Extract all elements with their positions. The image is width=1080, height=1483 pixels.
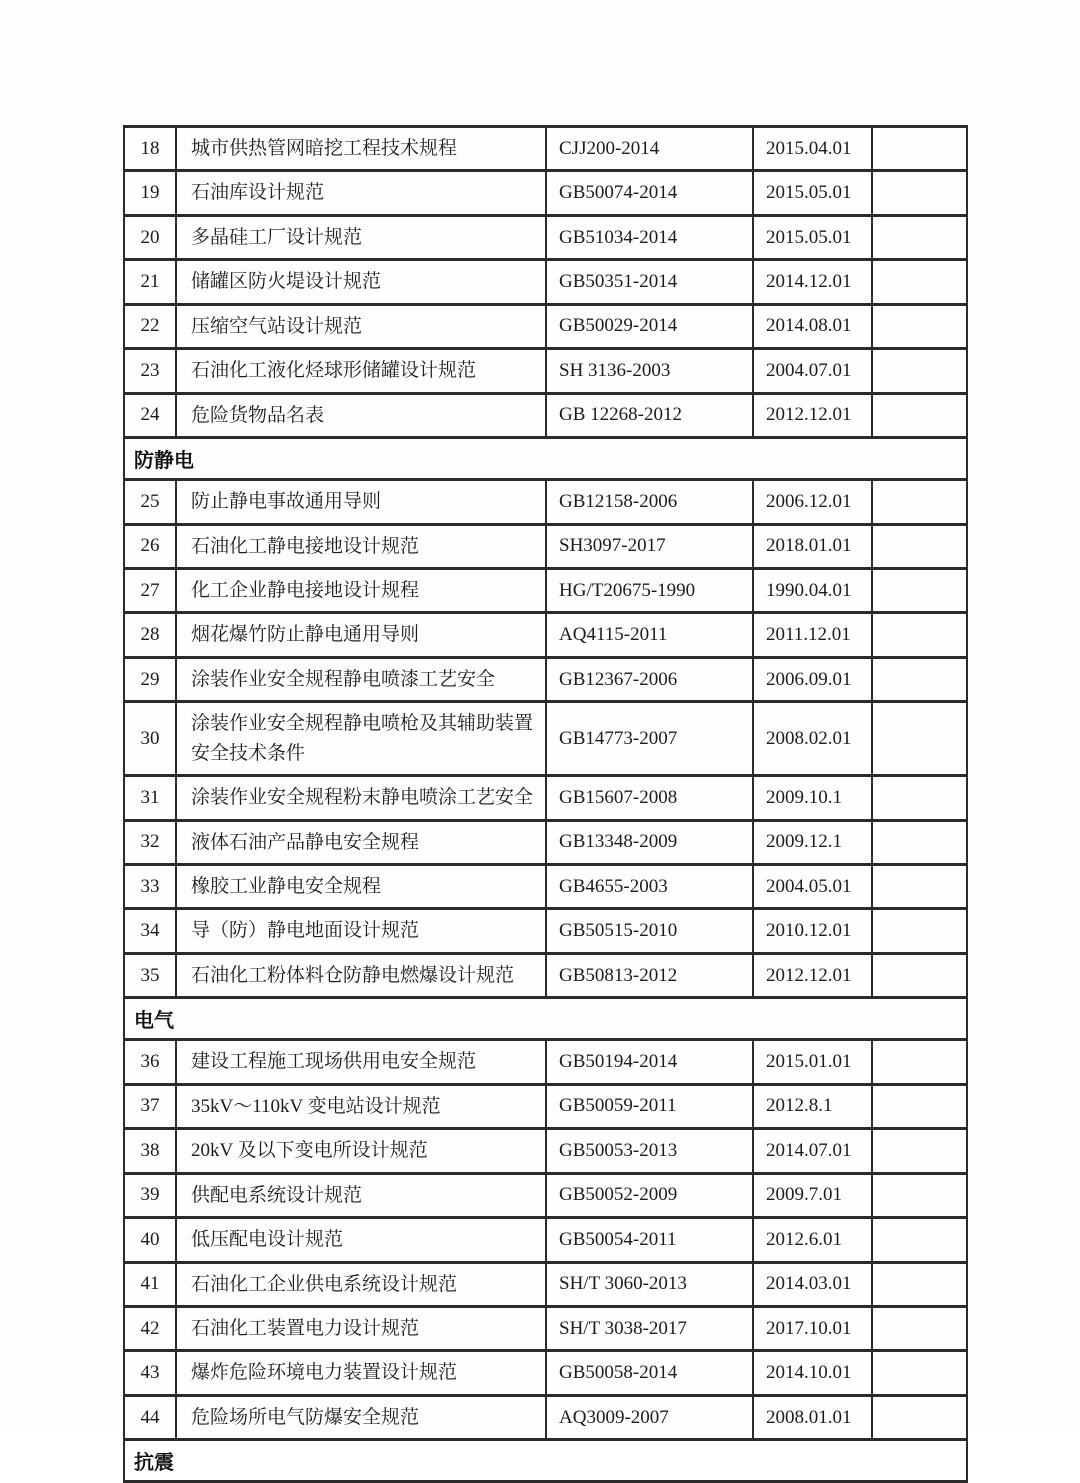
standard-name: 石油库设计规范: [176, 171, 546, 215]
effective-date: 2012.12.01: [753, 953, 872, 997]
notes-cell: [872, 1084, 967, 1128]
standard-code: AQ3009-2007: [546, 1395, 753, 1439]
effective-date: 2015.05.01: [753, 171, 872, 215]
effective-date: 2009.7.01: [753, 1173, 872, 1217]
standard-name: 建设工程施工现场供用电安全规范: [176, 1040, 546, 1084]
standard-code: GB15607-2008: [546, 776, 753, 820]
notes-cell: [872, 657, 967, 701]
row-number: 23: [124, 349, 176, 393]
notes-cell: [872, 215, 967, 259]
row-number: 36: [124, 1040, 176, 1084]
standard-code: GB50515-2010: [546, 909, 753, 953]
effective-date: 2014.12.01: [753, 260, 872, 304]
standard-code: GB12367-2006: [546, 657, 753, 701]
standard-name: 石油化工装置电力设计规范: [176, 1306, 546, 1350]
row-number: 24: [124, 393, 176, 437]
table-row: [124, 393, 967, 437]
table-row: [124, 865, 967, 909]
standard-code: GB14773-2007: [546, 702, 753, 776]
section-header-label: 电气: [124, 998, 967, 1040]
notes-cell: [872, 909, 967, 953]
effective-date: 2012.6.01: [753, 1218, 872, 1262]
table-row: [124, 127, 967, 171]
row-number: 35: [124, 953, 176, 997]
effective-date: 2017.10.01: [753, 1306, 872, 1350]
notes-cell: [872, 1040, 967, 1084]
row-number: 41: [124, 1262, 176, 1306]
standard-name: 压缩空气站设计规范: [176, 304, 546, 348]
row-number: 34: [124, 909, 176, 953]
standard-code: GB50052-2009: [546, 1173, 753, 1217]
notes-cell: [872, 1395, 967, 1439]
table-row: [124, 953, 967, 997]
effective-date: 2010.12.01: [753, 909, 872, 953]
standard-name: 爆炸危险环境电力装置设计规范: [176, 1351, 546, 1395]
standard-name: 防止静电事故通用导则: [176, 480, 546, 524]
row-number: 44: [124, 1395, 176, 1439]
section-header-label: 防静电: [124, 438, 967, 480]
standard-code: SH/T 3060-2013: [546, 1262, 753, 1306]
effective-date: 1990.04.01: [753, 568, 872, 612]
notes-cell: [872, 1129, 967, 1173]
table-row: [124, 215, 967, 259]
table-row: [124, 1173, 967, 1217]
notes-cell: [872, 304, 967, 348]
standard-name: 供配电系统设计规范: [176, 1173, 546, 1217]
effective-date: 2006.12.01: [753, 480, 872, 524]
table-row: [124, 480, 967, 524]
effective-date: 2018.01.01: [753, 524, 872, 568]
standard-name: 多晶硅工厂设计规范: [176, 215, 546, 259]
notes-cell: [872, 865, 967, 909]
standard-code: SH/T 3038-2017: [546, 1306, 753, 1350]
standard-name: 城市供热管网暗挖工程技术规程: [176, 127, 546, 171]
table-row: [124, 1040, 967, 1084]
notes-cell: [872, 776, 967, 820]
standard-name: 石油化工粉体料仓防静电燃爆设计规范: [176, 953, 546, 997]
effective-date: 2012.12.01: [753, 393, 872, 437]
row-number: 29: [124, 657, 176, 701]
standard-code: GB13348-2009: [546, 820, 753, 864]
effective-date: 2004.05.01: [753, 865, 872, 909]
section-header-row: [124, 438, 967, 480]
notes-cell: [872, 480, 967, 524]
notes-cell: [872, 613, 967, 657]
notes-cell: [872, 524, 967, 568]
notes-cell: [872, 702, 967, 776]
row-number: 37: [124, 1084, 176, 1128]
standard-code: SH3097-2017: [546, 524, 753, 568]
table-row: [124, 349, 967, 393]
standard-code: GB50029-2014: [546, 304, 753, 348]
table-body: [124, 127, 967, 1482]
standard-code: GB50059-2011: [546, 1084, 753, 1128]
standard-name: 低压配电设计规范: [176, 1218, 546, 1262]
standard-code: GB4655-2003: [546, 865, 753, 909]
table-row: [124, 568, 967, 612]
standard-code: GB50351-2014: [546, 260, 753, 304]
notes-cell: [872, 171, 967, 215]
table-row: [124, 1218, 967, 1262]
effective-date: 2008.01.01: [753, 1395, 872, 1439]
row-number: 43: [124, 1351, 176, 1395]
table-row: [124, 260, 967, 304]
row-number: 18: [124, 127, 176, 171]
table-row: [124, 1084, 967, 1128]
effective-date: 2014.03.01: [753, 1262, 872, 1306]
standard-code: GB50058-2014: [546, 1351, 753, 1395]
effective-date: 2011.12.01: [753, 613, 872, 657]
standard-code: GB12158-2006: [546, 480, 753, 524]
notes-cell: [872, 1351, 967, 1395]
effective-date: 2006.09.01: [753, 657, 872, 701]
standard-code: GB50813-2012: [546, 953, 753, 997]
effective-date: 2014.10.01: [753, 1351, 872, 1395]
notes-cell: [872, 568, 967, 612]
row-number: 20: [124, 215, 176, 259]
standard-code: GB 12268-2012: [546, 393, 753, 437]
table-row: [124, 524, 967, 568]
row-number: 22: [124, 304, 176, 348]
notes-cell: [872, 1306, 967, 1350]
standard-name: 储罐区防火堤设计规范: [176, 260, 546, 304]
row-number: 32: [124, 820, 176, 864]
effective-date: 2012.8.1: [753, 1084, 872, 1128]
standard-code: SH 3136-2003: [546, 349, 753, 393]
standard-name: 液体石油产品静电安全规程: [176, 820, 546, 864]
row-number: 40: [124, 1218, 176, 1262]
table-row: [124, 909, 967, 953]
row-number: 21: [124, 260, 176, 304]
table-row: [124, 1351, 967, 1395]
table-row: [124, 1129, 967, 1173]
notes-cell: [872, 1173, 967, 1217]
section-header-label: 抗震: [124, 1440, 967, 1482]
standard-code: AQ4115-2011: [546, 613, 753, 657]
effective-date: 2014.08.01: [753, 304, 872, 348]
table-row: [124, 171, 967, 215]
standards-table: [123, 125, 968, 1483]
row-number: 28: [124, 613, 176, 657]
table-row: [124, 657, 967, 701]
standard-name: 石油化工液化烃球形储罐设计规范: [176, 349, 546, 393]
row-number: 33: [124, 865, 176, 909]
effective-date: 2015.01.01: [753, 1040, 872, 1084]
table-row: [124, 1395, 967, 1439]
section-header-row: [124, 1440, 967, 1482]
row-number: 42: [124, 1306, 176, 1350]
row-number: 30: [124, 702, 176, 776]
standard-name: 20kV 及以下变电所设计规范: [176, 1129, 546, 1173]
table-row: [124, 702, 967, 776]
effective-date: 2015.04.01: [753, 127, 872, 171]
notes-cell: [872, 127, 967, 171]
standard-name: 烟花爆竹防止静电通用导则: [176, 613, 546, 657]
standard-name: 危险场所电气防爆安全规范: [176, 1395, 546, 1439]
table-row: [124, 1306, 967, 1350]
notes-cell: [872, 349, 967, 393]
row-number: 38: [124, 1129, 176, 1173]
standard-name: 危险货物品名表: [176, 393, 546, 437]
table-row: [124, 820, 967, 864]
row-number: 19: [124, 171, 176, 215]
table-row: [124, 776, 967, 820]
standard-code: GB50194-2014: [546, 1040, 753, 1084]
standard-code: HG/T20675-1990: [546, 568, 753, 612]
effective-date: 2015.05.01: [753, 215, 872, 259]
section-header-row: [124, 998, 967, 1040]
row-number: 31: [124, 776, 176, 820]
standard-name: 橡胶工业静电安全规程: [176, 865, 546, 909]
notes-cell: [872, 1218, 967, 1262]
standard-name: 导（防）静电地面设计规范: [176, 909, 546, 953]
table-row: [124, 1262, 967, 1306]
row-number: 25: [124, 480, 176, 524]
effective-date: 2009.12.1: [753, 820, 872, 864]
standard-code: GB51034-2014: [546, 215, 753, 259]
standard-name: 涂装作业安全规程静电喷枪及其辅助装置安全技术条件: [176, 702, 546, 776]
notes-cell: [872, 820, 967, 864]
standard-name: 35kV～110kV 变电站设计规范: [176, 1084, 546, 1128]
table-row: [124, 613, 967, 657]
standard-name: 石油化工企业供电系统设计规范: [176, 1262, 546, 1306]
row-number: 39: [124, 1173, 176, 1217]
standard-code: GB50053-2013: [546, 1129, 753, 1173]
row-number: 26: [124, 524, 176, 568]
notes-cell: [872, 260, 967, 304]
notes-cell: [872, 953, 967, 997]
notes-cell: [872, 393, 967, 437]
effective-date: 2009.10.1: [753, 776, 872, 820]
standard-name: 石油化工静电接地设计规范: [176, 524, 546, 568]
standard-name: 涂装作业安全规程粉末静电喷涂工艺安全: [176, 776, 546, 820]
standard-name: 涂装作业安全规程静电喷漆工艺安全: [176, 657, 546, 701]
standard-code: GB50054-2011: [546, 1218, 753, 1262]
row-number: 27: [124, 568, 176, 612]
standard-name: 化工企业静电接地设计规程: [176, 568, 546, 612]
standard-code: GB50074-2014: [546, 171, 753, 215]
effective-date: 2014.07.01: [753, 1129, 872, 1173]
table-row: [124, 304, 967, 348]
standard-code: CJJ200-2014: [546, 127, 753, 171]
effective-date: 2008.02.01: [753, 702, 872, 776]
effective-date: 2004.07.01: [753, 349, 872, 393]
notes-cell: [872, 1262, 967, 1306]
